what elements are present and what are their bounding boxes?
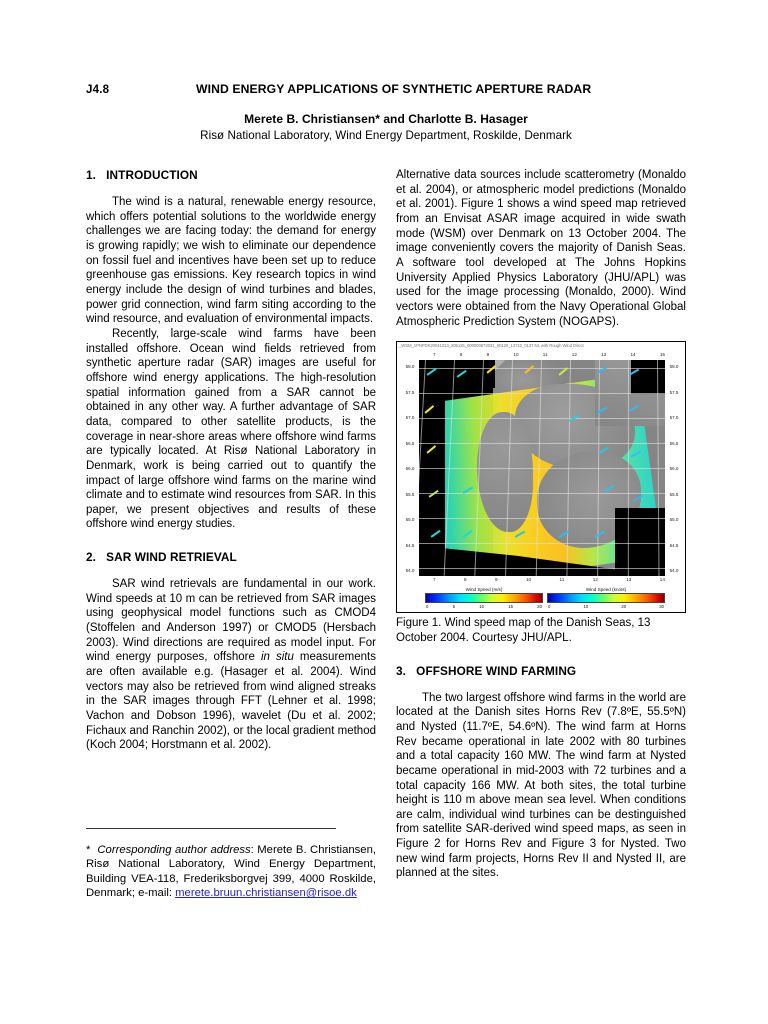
intro-paragraph-1: The wind is a natural, renewable energy resource, which offers potential solutions to the worldwide energy challenges we are facing today: the demand for energy is growing rapidly; we wish to eliminate our dependence on fossil fuel and incentives have been set up to reduce greenhouse gas emissions. Key research topics in wind energy include the design of wind turbines and blades, power grid connection, wind farm siting according to the wind resource, and evaluation of environmental impacts. xyxy=(86,196,376,326)
email-link[interactable]: merete.bruun.christiansen@risoe.dk xyxy=(175,887,357,900)
offshore-wind-farming-paragraph: The two largest offshore wind farms in the world are located at the Danish sites Horns Rev (7.8ºE, 55.5ºN) and Nysted (11.7ºE, 54.6ºN). The wind farm at Horns Rev became operational in late 2002 with 80 turbines and a total capacity 160 MW. The wind farm at Nysted became operational in mid-2003 with 72 turbines and a total capacity 166 MW. At both sites, the total turbine height is 110 m above mean sea level. When conditions are calm, individual wind turbines can be destinguished from satellite SAR-derived wind speed maps, as seen in Figure 2 for Horns Rev and Figure 3 for Nysted. Two new wind farm projects, Horns Rev II and Nysted II, are planned at the sites. xyxy=(396,691,686,880)
section-heading-sar-wind-retrieval: 2. SAR WIND RETRIEVAL xyxy=(86,550,237,565)
lon-label: 9 xyxy=(494,577,498,583)
lon-label: 13 xyxy=(626,577,632,583)
lon-label: 11 xyxy=(542,352,548,358)
lat-label: 55.0 xyxy=(669,517,679,523)
lat-label: 57.0 xyxy=(405,415,415,421)
sar-retrieval-paragraph xyxy=(86,577,376,753)
lat-label: 55.5 xyxy=(405,491,415,497)
colorbar-knots-ticks xyxy=(547,603,665,610)
lat-label: 54.0 xyxy=(669,568,679,574)
lat-label: 57.5 xyxy=(669,389,679,395)
cbar-tick: 5 xyxy=(452,604,455,610)
figure-left-latitude-labels xyxy=(401,364,419,574)
lat-label: 55.0 xyxy=(405,517,415,523)
lon-label: 12 xyxy=(592,577,598,583)
cbar-tick: 10 xyxy=(583,604,589,610)
lon-label: 8 xyxy=(459,352,463,358)
no-data-region-ne xyxy=(631,360,665,394)
lon-label: 7 xyxy=(433,577,436,583)
colorbar-ms-ticks xyxy=(425,603,543,610)
lat-label: 54.5 xyxy=(405,542,415,548)
page-title: WIND ENERGY APPLICATIONS OF SYNTHETIC APERTURE RADAR xyxy=(196,82,592,96)
lon-label: 7 xyxy=(433,352,436,358)
footnote-divider xyxy=(86,828,336,829)
figure-colorbars xyxy=(397,586,685,612)
lat-label: 56.0 xyxy=(405,466,415,472)
figure-top-longitude-labels xyxy=(433,350,665,359)
lon-label: 13 xyxy=(601,352,607,358)
intro-paragraph-2: Recently, large-scale wind farms have been installed offshore. Ocean wind fields retrieved from synthetic aperture radar (SAR) images are useful for offshore wind energy applications. The high-resolution spatial information gained from a SAR cannot be obtained in any other way. A further advantage of SAR data, compared to other satellite products, is the coverage in near-shore areas where offshore wind farms are typically located. At Risø National Laboratory in Denmark, work is being carried out to quantify the impact of large offshore wind farms on the marine wind climate and to estimate wind resources from SAR. In this paper, we present objectives and results of these offshore wind energy studies. xyxy=(86,327,376,531)
figure-1-caption: Figure 1. Wind speed map of the Danish Seas, 13 October 2004. Courtesy JHU/APL. xyxy=(396,617,651,644)
colorbar-knots-gradient xyxy=(547,593,665,603)
section-heading-offshore-wind-farming: 3. OFFSHORE WIND FARMING xyxy=(396,663,577,678)
lat-label: 58.0 xyxy=(669,364,679,370)
lon-label: 9 xyxy=(486,352,490,358)
figure-banner-text: _WSM_1PNPDK20041013_205125_000000672031_00129_13710_0137.N1 with Rough Wind Direct xyxy=(399,343,584,349)
figure-1-block xyxy=(396,341,686,645)
lat-label: 54.5 xyxy=(669,542,679,548)
cbar-tick: 20 xyxy=(537,604,542,610)
footnote-block xyxy=(86,828,376,901)
right-paragraph-1: Alternative data sources include scatterometry (Monaldo et al. 2004), or atmospheric model predictions (Monaldo et al. 2001). Figure 1 shows a wind speed map retrieved from an Envisat ASAR image acquired in wide swath mode (WSM) over Denmark on 13 October 2004. The image conveniently covers the majority of Danish Seas. A software tool developed at The Johns Hopkins University Applied Physics Laboratory (JHU/APL) was used for the image processing (Monaldo, 2000). Wind vectors were obtained from the Navy Operational Global Atmospheric Prediction System (NOGAPS). xyxy=(396,169,686,328)
author-line: Merete B. Christiansen* and Charlotte B. Hasager xyxy=(244,112,528,126)
lon-label: 12 xyxy=(571,352,577,358)
sar-text-part-b: measurements are often available e.g. (Hasager et al. 2004). Wind vectors may also be retrieved from wind aligned streaks in the SAR images through FFT (Lehner et al. 1998; Vachon and Dobson 1996), wavelet (Du et al. 2002; Fichaux and Ranchin 2002), or the local gradient method (Koch 2004; Horstmann et al. 2002). xyxy=(86,651,376,752)
lon-label: 15 xyxy=(659,352,665,358)
sar-text-part-a: SAR wind retrievals are fundamental in our work. Wind speeds at 10 m can be retrieved from SAR images using geophysical model functions such as CMOD4 (Stoffelen and Anderson 1997) or CMOD5 (Hersbach 2003). Wind directions are required as model input. For wind energy purposes, offshore xyxy=(86,578,376,664)
lat-label: 55.5 xyxy=(669,491,679,497)
figure-bottom-longitude-labels xyxy=(433,575,665,584)
figure-1-image xyxy=(396,341,686,613)
figure-right-latitude-labels xyxy=(665,364,683,574)
lat-label: 56.5 xyxy=(669,440,679,446)
cbar-tick: 0 xyxy=(426,604,429,610)
colorbar-ms-title: Wind Speed (m/s) xyxy=(465,587,503,593)
colorbar-knots-title: Wind Speed (knots) xyxy=(585,587,627,593)
sar-text-italic: in situ xyxy=(260,651,294,664)
cbar-tick: 20 xyxy=(621,604,627,610)
lon-label: 14 xyxy=(630,352,636,358)
footnote-address: : Merete B. Christiansen, Risø National Laboratory, Wind Energy Department, Building VEA-118, Frederiksborgvej 399, 4000 Roskilde, Denmark; e-mail: xyxy=(86,844,376,900)
left-column xyxy=(86,168,376,753)
sar-wind-speed-map xyxy=(419,360,665,576)
paper-id: J4.8 xyxy=(86,84,110,96)
affiliation-line: Risø National Laboratory, Wind Energy Department, Roskilde, Denmark xyxy=(200,129,572,142)
lon-label: 11 xyxy=(559,577,565,583)
colorbar-ms xyxy=(425,586,543,610)
cbar-tick: 15 xyxy=(508,604,513,610)
lon-label: 14 xyxy=(659,577,665,583)
lat-label: 57.0 xyxy=(669,415,679,421)
cbar-tick: 30 xyxy=(659,604,664,610)
colorbar-knots xyxy=(547,586,665,610)
right-column xyxy=(396,168,686,881)
cbar-tick: 10 xyxy=(479,604,484,610)
lon-label: 10 xyxy=(525,577,532,583)
lon-label: 8 xyxy=(463,577,467,583)
cbar-tick: 0 xyxy=(548,604,551,610)
paper-header xyxy=(86,82,686,96)
lat-label: 56.0 xyxy=(669,466,679,472)
lon-label: 10 xyxy=(513,352,519,358)
lat-label: 57.5 xyxy=(405,389,415,395)
footnote-marker: * xyxy=(86,844,91,856)
section-heading-introduction: 1. INTRODUCTION xyxy=(86,168,198,182)
corresponding-author-note xyxy=(86,843,376,901)
lat-label: 56.5 xyxy=(405,440,415,446)
colorbar-ms-gradient xyxy=(425,593,543,603)
footnote-label: Corresponding author address xyxy=(97,844,251,856)
lat-label: 58.0 xyxy=(405,364,415,370)
lat-label: 54.0 xyxy=(405,568,415,574)
